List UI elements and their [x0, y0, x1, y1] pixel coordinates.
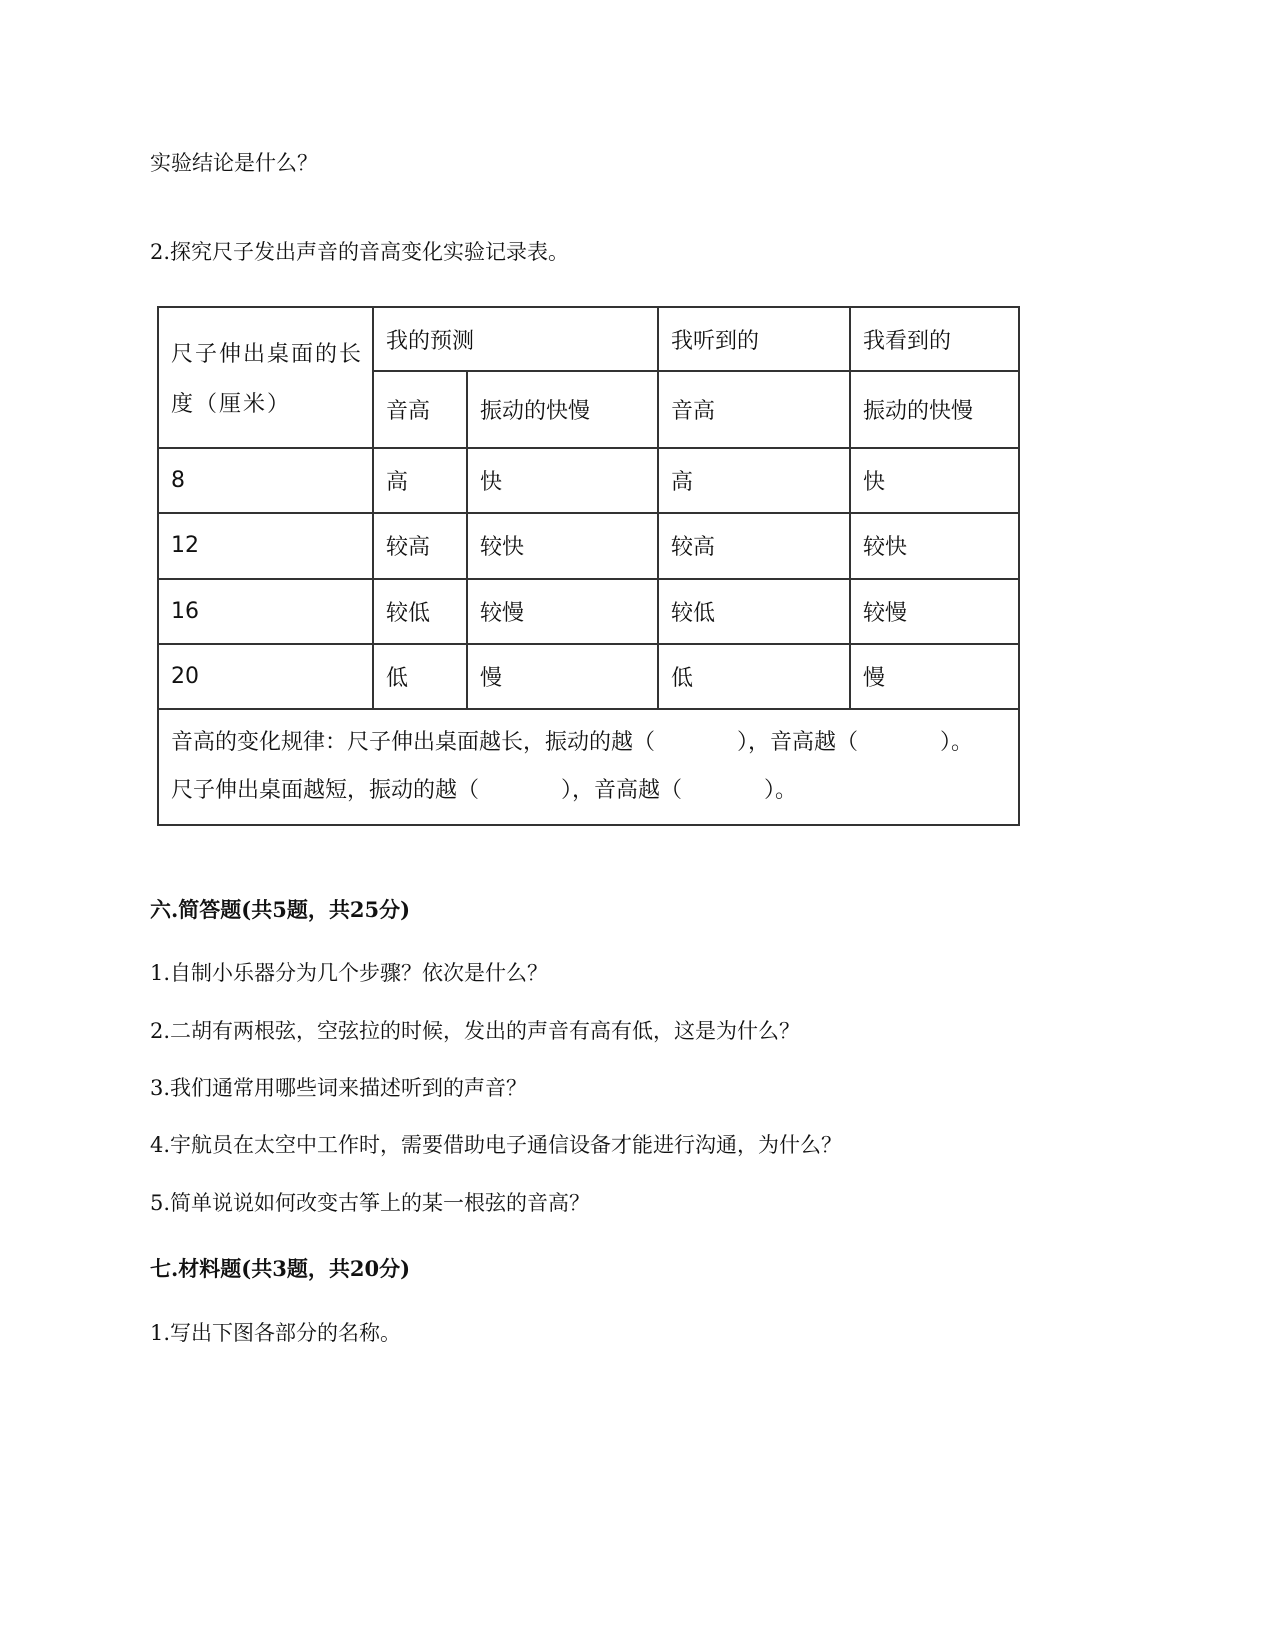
cell-heard: 低	[658, 644, 850, 709]
table-row	[158, 513, 1019, 578]
header-length: 尺子伸出桌面的长度（厘米）	[158, 307, 373, 448]
rule-text: ）。	[764, 777, 798, 803]
rule-text: 尺子伸出桌面越短，振动的越（	[171, 777, 480, 803]
pitch-rule-line-2	[171, 767, 1018, 815]
cell-saw: 较慢	[850, 579, 1019, 644]
header-my-prediction: 我的预测	[373, 307, 658, 371]
section-6-heading: 六.简答题(共5题，共25分)	[150, 897, 411, 922]
question-2-title: 2.探究尺子发出声音的音高变化实验记录表。	[150, 240, 570, 264]
cell-pred-pitch: 高	[373, 448, 467, 513]
cell-pred-speed: 较慢	[467, 579, 658, 644]
section-6-question-2: 2.二胡有两根弦，空弦拉的时候，发出的声音有高有低，这是为什么？	[150, 1019, 801, 1043]
cell-heard: 较高	[658, 513, 850, 578]
section-6-question-3: 3.我们通常用哪些词来描述听到的声音？	[150, 1076, 528, 1100]
cell-heard: 较低	[658, 579, 850, 644]
cell-pred-pitch: 较高	[373, 513, 467, 578]
cell-pred-speed: 慢	[467, 644, 658, 709]
header-i-saw: 我看到的	[850, 307, 1019, 371]
cell-length: 8	[158, 448, 373, 513]
conclusion-question: 实验结论是什么？	[150, 151, 318, 175]
table-row	[158, 448, 1019, 513]
cell-pred-pitch: 较低	[373, 579, 467, 644]
section-6-question-1: 1.自制小乐器分为几个步骤？依次是什么？	[150, 961, 549, 985]
cell-heard: 高	[658, 448, 850, 513]
pitch-rule-cell	[158, 709, 1019, 825]
table-row	[158, 644, 1019, 709]
rule-text: ）。	[940, 729, 974, 755]
section-7-question-1: 1.写出下图各部分的名称。	[150, 1321, 402, 1345]
cell-length: 12	[158, 513, 373, 578]
cell-saw: 快	[850, 448, 1019, 513]
experiment-record-table-wrap	[157, 306, 1018, 826]
rule-text: ），音高越（	[737, 729, 859, 755]
cell-saw: 慢	[850, 644, 1019, 709]
rule-text: ），音高越（	[561, 777, 683, 803]
cell-pred-pitch: 低	[373, 644, 467, 709]
table-row	[158, 579, 1019, 644]
experiment-record-table	[157, 306, 1020, 826]
rule-text: 音高的变化规律：尺子伸出桌面越长，振动的越（	[171, 729, 656, 755]
section-6-question-4: 4.宇航员在太空中工作时，需要借助电子通信设备才能进行沟通，为什么？	[150, 1133, 843, 1157]
cell-saw: 较快	[850, 513, 1019, 578]
header-prediction-pitch: 音高	[373, 371, 467, 448]
section-6-question-5: 5.简单说说如何改变古筝上的某一根弦的音高？	[150, 1191, 591, 1215]
cell-pred-speed: 快	[467, 448, 658, 513]
cell-length: 20	[158, 644, 373, 709]
pitch-rule-line-1	[171, 719, 1018, 767]
header-heard-pitch: 音高	[658, 371, 850, 448]
header-saw-speed: 振动的快慢	[850, 371, 1019, 448]
cell-pred-speed: 较快	[467, 513, 658, 578]
header-i-heard: 我听到的	[658, 307, 850, 371]
section-7-heading: 七.材料题(共3题，共20分)	[150, 1256, 411, 1281]
cell-length: 16	[158, 579, 373, 644]
header-prediction-speed: 振动的快慢	[467, 371, 658, 448]
